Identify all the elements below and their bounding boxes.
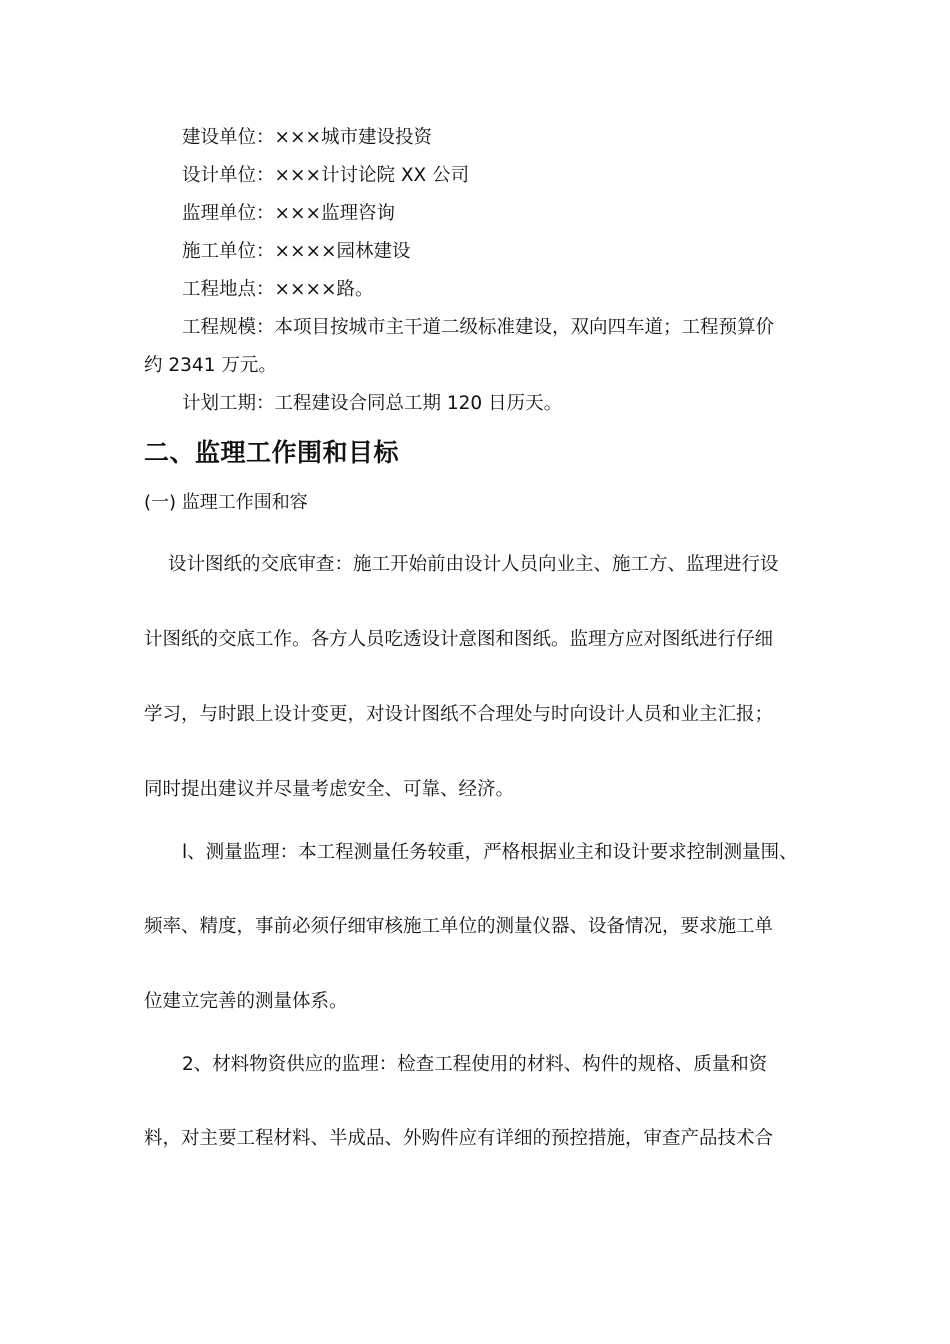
- info-contractor-unit: 施工单位：××××园林建设: [182, 241, 411, 262]
- info-schedule: 计划工期：工程建设合同总工期 120 日历天。: [182, 393, 563, 414]
- paragraph-line: 频率、精度，事前必须仔细审核施工单位的测量仪器、设备情况，要求施工单: [144, 916, 774, 937]
- paragraph-line: 位建立完善的测量体系。: [144, 991, 348, 1012]
- info-construction-unit: 建设单位：×××城市建设投资: [182, 127, 433, 148]
- paragraph-line: 料，对主要工程材料、半成品、外购件应有详细的预控措施，审查产品技术合: [144, 1128, 774, 1149]
- paragraph-line: 2、材料物资供应的监理：检查工程使用的材料、构件的规格、质量和资: [182, 1054, 768, 1075]
- paragraph-line: 设计图纸的交底审查：施工开始前由设计人员向业主、施工方、监理进行设: [168, 554, 779, 575]
- paragraph-line: 同时提出建议并尽量考虑安全、可靠、经济。: [144, 779, 515, 800]
- paragraph-line: 学习，与时跟上设计变更，对设计图纸不合理处与时向设计人员和业主汇报；: [144, 704, 774, 725]
- info-scale-line1: 工程规模：本项目按城市主干道二级标准建设，双向四车道；工程预算价: [182, 317, 775, 338]
- info-design-unit: 设计单位：×××计讨论院 XX 公司: [182, 165, 470, 186]
- info-supervision-unit: 监理单位：×××监理咨询: [182, 203, 396, 224]
- subsection-heading: (一) 监理工作围和容: [144, 492, 308, 513]
- info-scale-line2: 约 2341 万元。: [144, 355, 277, 376]
- paragraph-line: l、测量监理：本工程测量任务较重，严格根据业主和设计要求控制测量围、: [182, 842, 798, 863]
- section-heading: 二、监理工作围和目标: [144, 438, 400, 467]
- paragraph-line: 计图纸的交底工作。各方人员吃透设计意图和图纸。监理方应对图纸进行仔细: [144, 629, 774, 650]
- info-location: 工程地点：××××路。: [182, 279, 374, 300]
